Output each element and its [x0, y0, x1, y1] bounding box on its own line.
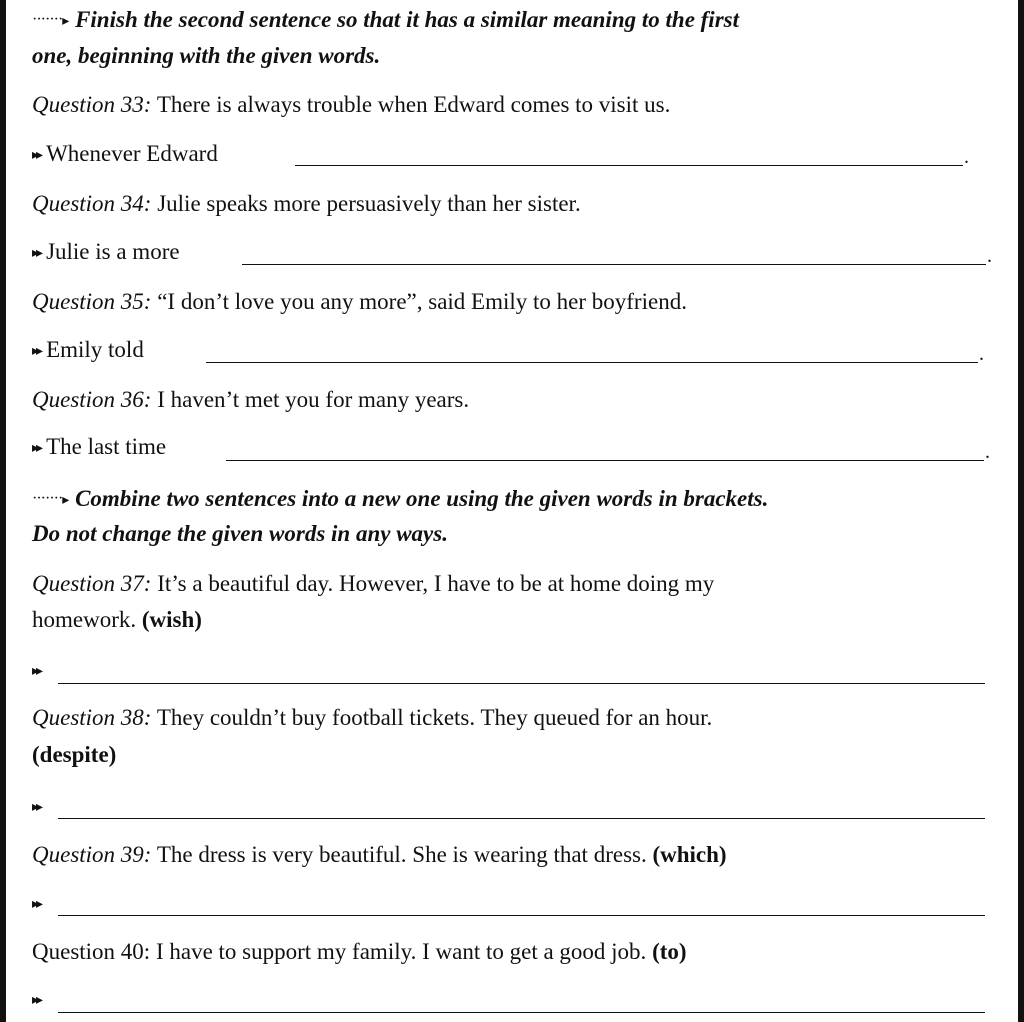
leader-dots: ······· [32, 490, 63, 507]
answer-34-period: . [987, 245, 992, 267]
answer-35-period: . [979, 343, 984, 365]
question-37-line2 [32, 606, 202, 634]
question-39 [32, 841, 727, 869]
question-37-keyword: (wish) [141, 607, 202, 632]
question-38 [32, 704, 712, 732]
question-36-label: Question 36: [32, 387, 152, 412]
double-arrow-icon: ▸▸ [32, 664, 41, 679]
question-34-text: Julie speaks more persuasively than her sister. [157, 191, 581, 216]
double-arrow-icon: ▸▸ [32, 246, 41, 261]
question-39-text: The dress is very beautiful. She is wearing that dress. [156, 842, 647, 867]
answer-33-blank[interactable] [295, 165, 963, 166]
pointer-icon: ▸ [62, 493, 70, 508]
question-37-text2: homework. [32, 607, 137, 632]
double-arrow-icon: ▸▸ [32, 148, 41, 163]
question-35-text: “I don’t love you any more”, said Emily to her boyfriend. [157, 289, 687, 314]
question-34 [32, 190, 581, 218]
answer-38-prompt [32, 792, 46, 822]
answer-39-blank[interactable] [58, 915, 985, 916]
question-40-label: Question 40: [32, 939, 151, 964]
answer-40-prompt [32, 985, 46, 1015]
answer-37-prompt [32, 656, 46, 686]
answer-34-prompt [32, 238, 180, 268]
section1-instruction-line1 [32, 6, 739, 36]
question-33-text: There is always trouble when Edward comes to visit us. [156, 92, 671, 117]
question-33-label: Question 33: [32, 92, 152, 117]
question-38-text: They couldn’t buy football tickets. They queued for an hour. [156, 705, 713, 730]
question-38-line2 [32, 741, 116, 769]
pointer-icon: ▸ [62, 14, 70, 29]
section1-instruction-text1: Finish the second sentence so that it has a similar meaning to the first [75, 7, 739, 32]
question-37 [32, 570, 714, 598]
answer-33-start: Whenever Edward [46, 141, 218, 166]
question-33 [32, 91, 670, 119]
question-39-label: Question 39: [32, 842, 152, 867]
question-40-text: I have to support my family. I want to get a good job. [155, 939, 647, 964]
double-arrow-icon: ▸▸ [32, 993, 41, 1008]
question-37-text: It’s a beautiful day. However, I have to be at home doing my [157, 571, 715, 596]
answer-33-period: . [964, 146, 969, 168]
question-40 [32, 938, 687, 966]
section2-instruction-line2: Do not change the given words in any ways. [32, 521, 448, 546]
question-36-text: I haven’t met you for many years. [157, 387, 470, 412]
question-38-keyword: (despite) [32, 742, 117, 767]
answer-36-blank[interactable] [226, 460, 984, 461]
answer-34-blank[interactable] [242, 264, 986, 265]
section1-instruction-line2: one, beginning with the given words. [32, 43, 381, 68]
question-35-label: Question 35: [32, 289, 152, 314]
double-arrow-icon: ▸▸ [32, 800, 41, 815]
question-38-label: Question 38: [32, 705, 152, 730]
answer-36-period: . [985, 441, 990, 463]
double-arrow-icon: ▸▸ [32, 344, 41, 359]
answer-40-blank[interactable] [58, 1012, 985, 1013]
section2-instruction-line1 [32, 485, 768, 515]
question-37-label: Question 37: [32, 571, 152, 596]
section2-instruction-text1: Combine two sentences into a new one using the given words in brackets. [75, 486, 769, 511]
question-35 [32, 288, 687, 316]
leader-dots: ······· [32, 11, 63, 28]
answer-39-prompt [32, 889, 46, 919]
answer-36-prompt [32, 433, 166, 463]
answer-33-prompt [32, 140, 218, 170]
question-40-keyword: (to) [652, 939, 687, 964]
answer-38-blank[interactable] [58, 818, 985, 819]
answer-36-start: The last time [46, 434, 167, 459]
answer-35-prompt [32, 336, 144, 366]
double-arrow-icon: ▸▸ [32, 897, 41, 912]
question-36 [32, 386, 469, 414]
question-34-label: Question 34: [32, 191, 152, 216]
question-39-keyword: (which) [652, 842, 727, 867]
double-arrow-icon: ▸▸ [32, 441, 41, 456]
answer-35-start: Emily told [46, 337, 144, 362]
answer-34-start: Julie is a more [46, 239, 180, 264]
answer-37-blank[interactable] [58, 683, 985, 684]
answer-35-blank[interactable] [206, 362, 978, 363]
